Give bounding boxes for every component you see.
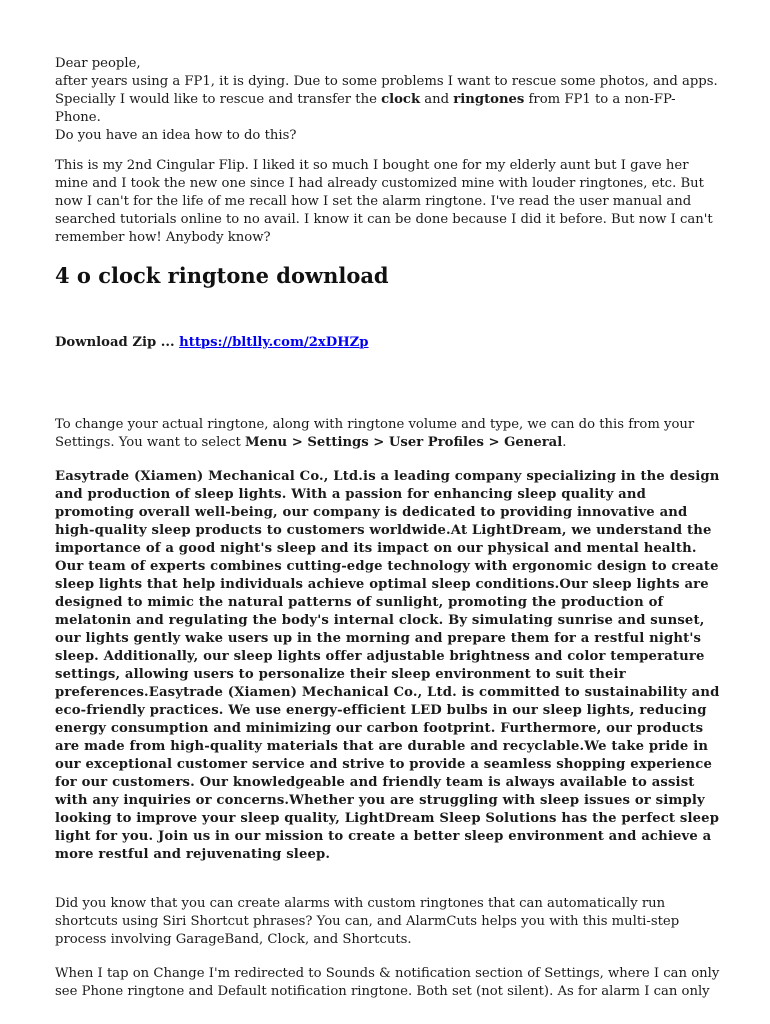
- intro-bold-ringtones: ringtones: [453, 92, 525, 107]
- settings-text-pre: To change your actual ringtone, along with ringtone volume and type, we can do this from your Settings. You want to select: [55, 417, 695, 450]
- intro-line-3-pre: Specially I would like to rescue and transfer the: [55, 92, 382, 107]
- settings-text-post: .: [562, 435, 567, 450]
- intro-line-3-post: from FP1 to a non-FP-Phone.: [55, 92, 676, 125]
- download-link[interactable]: https://bltlly.com/2xDHZp: [179, 335, 369, 350]
- page-heading: 4 o clock ringtone download: [55, 263, 389, 288]
- cingular-paragraph: This is my 2nd Cingular Flip. I liked it so much I bought one for my elderly aunt but I gave her mine and I took the new one since I had already customized mine with louder ringtones, etc. But now I can't for the life of me recall how I set the alarm ringtone. I've read the user manual and searched tutorials online to no avail. I know it can be done because I did it before. But now I can't remember how! Anybody know?: [55, 158, 713, 245]
- settings-path: Menu > Settings > User Profiles > General: [244, 435, 563, 450]
- intro-line-1: Dear people,: [55, 56, 141, 71]
- download-line: [55, 334, 720, 352]
- download-label: Download Zip ...: [55, 335, 180, 350]
- intro-paragraph: [55, 55, 720, 145]
- settings-paragraph: [55, 416, 720, 452]
- change-paragraph: When I tap on Change I'm redirected to Sounds & notification section of Settings, where I can only see Phone ringtone and Default notification ringtone. Both set (not silent). As for alarm I can only: [55, 966, 720, 999]
- intro-line-3-mid: and: [420, 92, 454, 107]
- alarmcuts-paragraph: Did you know that you can create alarms with custom ringtones that can automatically run shortcuts using Siri Shortcut phrases? You can, and AlarmCuts helps you with this multi-step process involving GarageBand, Clock, and Shortcuts.: [55, 896, 680, 947]
- intro-bold-clock: clock: [381, 92, 421, 107]
- intro-line-4: Do you have an idea how to do this?: [55, 128, 297, 143]
- intro-line-2: after years using a FP1, it is dying. Due to some problems I want to rescue some photos, and apps.: [55, 74, 718, 89]
- company-paragraph: Easytrade (Xiamen) Mechanical Co., Ltd.is a leading company specializing in the design and production of sleep lights. With a passion for enhancing sleep quality and promoting overall well-being, our company is dedicated to providing innovative and high-quality sleep products to customers worldwide.At LightDream, we understand the importance of a good night's sleep and its impact on our physical and mental health. Our team of experts combines cutting-edge technology with ergonomic design to create sleep lights that help individuals achieve optimal sleep conditions.Our sleep lights are designed to mimic the natural patterns of sunlight, promoting the production of melatonin and regulating the body's internal clock. By simulating sunrise and sunset, our lights gently wake users up in the morning and prepare them for a restful night's sleep. Additionally, our sleep lights offer adjustable brightness and color temperature settings, allowing users to personalize their sleep environment to suit their preferences.Easytrade (Xiamen) Mechanical Co., Ltd. is committed to sustainability and eco-friendly practices. We use energy-efficient LED bulbs in our sleep lights, reducing energy consumption and minimizing our carbon footprint. Furthermore, our products are made from high-quality materials that are durable and recyclable.We take pride in our exceptional customer service and strive to provide a seamless shopping experience for our customers. Our knowledgeable and friendly team is always available to assist with any inquiries or concerns.Whether you are struggling with sleep issues or simply looking to improve your sleep quality, LightDream Sleep Solutions has the perfect sleep light for you. Join us in our mission to create a better sleep environment and achieve a more restful and rejuvenating sleep.: [55, 469, 720, 862]
